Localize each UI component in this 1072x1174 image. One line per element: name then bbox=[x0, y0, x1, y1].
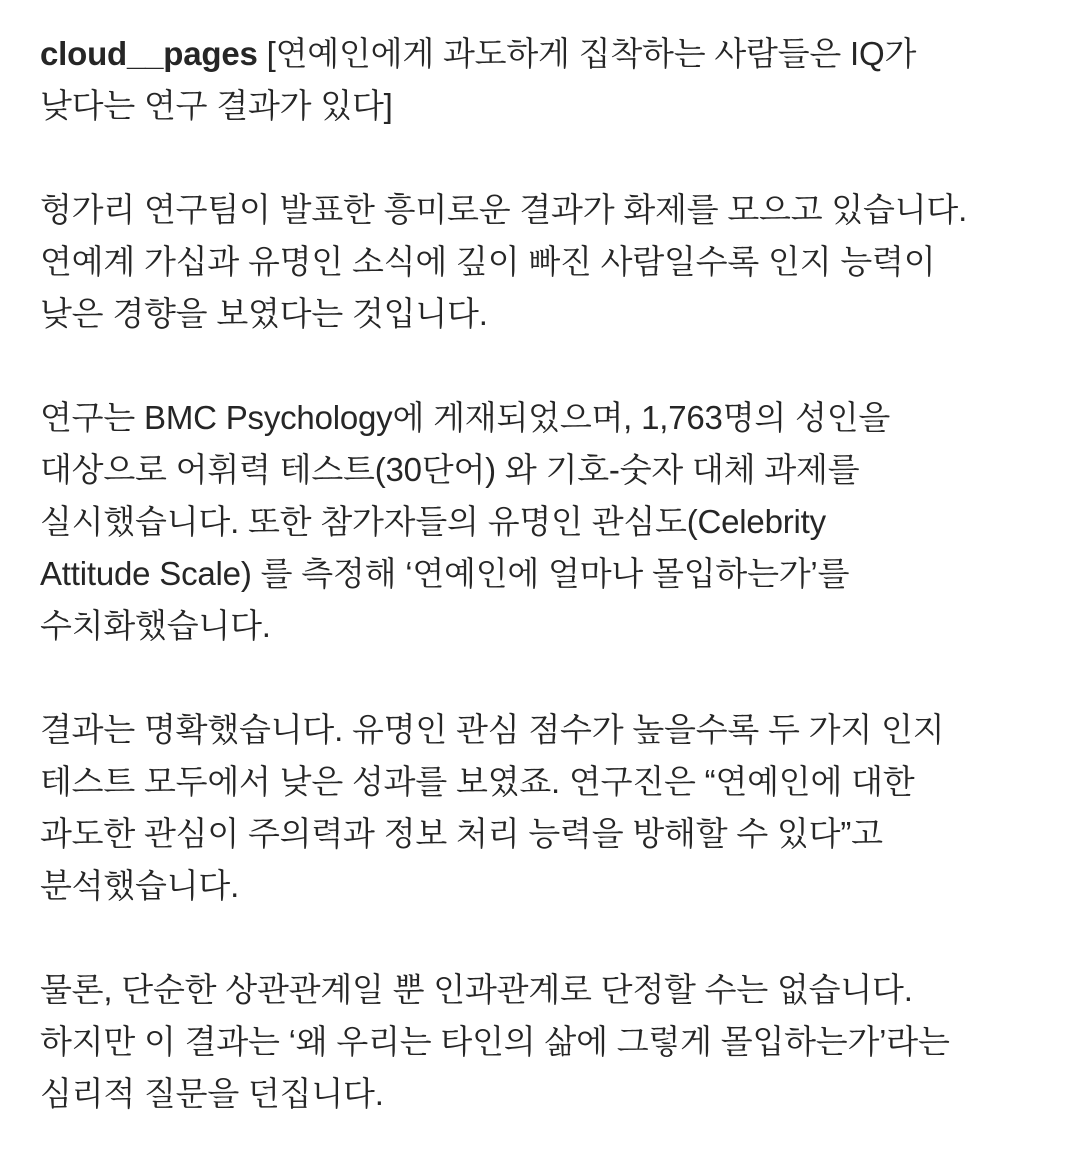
caption-line: 낮은 경향을 보였다는 것입니다. bbox=[40, 295, 488, 332]
caption-paragraph bbox=[40, 184, 1036, 340]
caption-line: 연구는 BMC Psychology에 게재되었으며, 1,763명의 성인을 bbox=[40, 399, 891, 436]
caption-line: 대상으로 어휘력 테스트(30단어) 와 기호-숫자 대체 과제를 bbox=[40, 451, 860, 488]
caption-paragraph bbox=[40, 704, 1036, 912]
caption-line: 물론, 단순한 상관관계일 뿐 인과관계로 단정할 수는 없습니다. bbox=[40, 971, 913, 1008]
caption-line: 심리적 질문을 던집니다. bbox=[40, 1075, 384, 1112]
caption-header bbox=[40, 28, 1036, 132]
caption-line: Attitude Scale) 를 측정해 ‘연예인에 얼마나 몰입하는가’를 bbox=[40, 555, 850, 592]
caption-paragraph bbox=[40, 964, 1036, 1120]
caption-title-text: [연예인에게 과도하게 집착하는 사람들은 IQ가 bbox=[266, 35, 917, 72]
caption-line: 하지만 이 결과는 ‘왜 우리는 타인의 삶에 그렇게 몰입하는가’라는 bbox=[40, 1023, 950, 1060]
caption-paragraphs bbox=[40, 184, 1036, 1120]
caption-line: 수치화했습니다. bbox=[40, 607, 271, 644]
caption-header-line-2: 낮다는 연구 결과가 있다] bbox=[40, 87, 393, 124]
caption-line: 테스트 모두에서 낮은 성과를 보였죠. 연구진은 “연예인에 대한 bbox=[40, 763, 915, 800]
caption-line: 결과는 명확했습니다. 유명인 관심 점수가 높을수록 두 가지 인지 bbox=[40, 711, 945, 748]
caption-line: 과도한 관심이 주의력과 정보 처리 능력을 방해할 수 있다”고 bbox=[40, 815, 883, 852]
caption-paragraph bbox=[40, 392, 1036, 652]
caption-header-line-1 bbox=[40, 28, 1036, 80]
caption-line: 실시했습니다. 또한 참가자들의 유명인 관심도(Celebrity bbox=[40, 503, 826, 540]
caption-line: 연예계 가십과 유명인 소식에 깊이 빠진 사람일수록 인지 능력이 bbox=[40, 243, 936, 280]
caption-line: 헝가리 연구팀이 발표한 흥미로운 결과가 화제를 모으고 있습니다. bbox=[40, 191, 968, 228]
username-link[interactable]: cloud__pages bbox=[40, 35, 258, 72]
caption-line: 분석했습니다. bbox=[40, 867, 240, 904]
